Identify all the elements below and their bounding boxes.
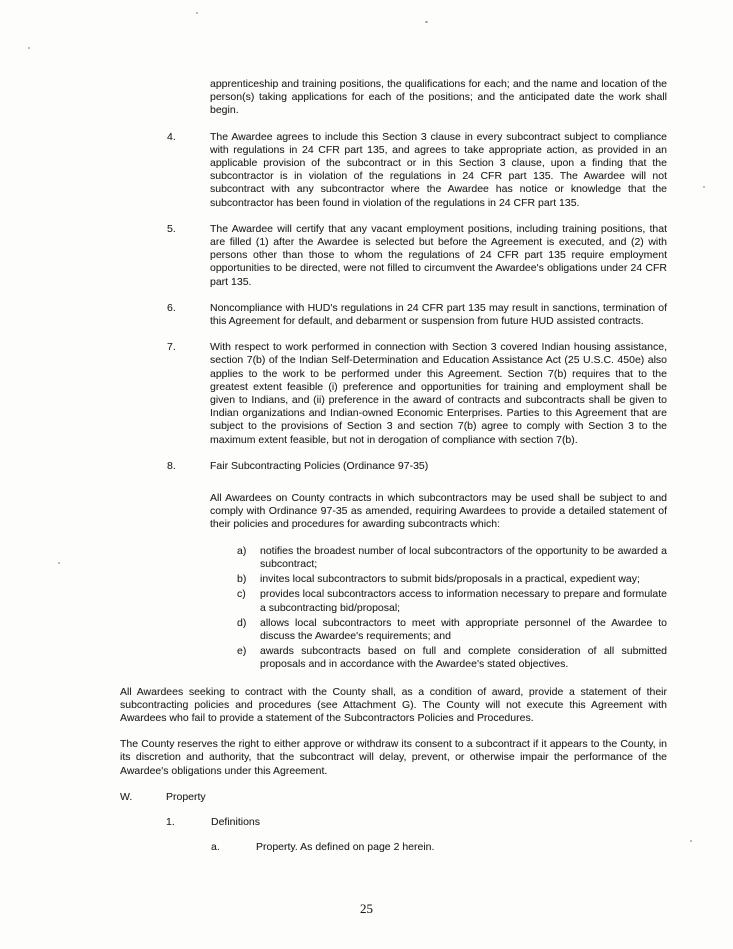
- item-heading: Fair Subcontracting Policies (Ordinance 97-35): [210, 459, 429, 472]
- page-number: 25: [360, 900, 373, 916]
- document-body: [120, 78, 667, 866]
- sublist-text: notifies the broadest number of local subcontractors of the opportunity to be awarded a subcontract;: [260, 544, 667, 570]
- subsection-title: Definitions: [211, 815, 261, 828]
- section-w-sub1-row: [166, 816, 667, 829]
- item-number: 5.: [167, 222, 176, 235]
- scan-artifact: [703, 186, 705, 188]
- subsubsection-text: Property. As defined on page 2 herein.: [256, 841, 435, 854]
- sublist-item-d: [237, 617, 667, 643]
- item-text: With respect to work performed in connection with Section 3 covered Indian housing assistance, section 7(b) of the Indian Self-Determination and Education Assistance Act (25 U.S.C. 450e) also applies to the work to be performed under this Agreement. Section 7(b) requires that to the greatest extent feasible (i) preference and opportunities for training and employment shall be given to Indians, and (ii) preference in the award of contracts and subcontracts shall be given to Indian organizations and Indian-owned Economic Enterprises. Parties to this Agreement that are subject to the provisions of Section 3 and section 7(b) agree to comply with Section 3 to the maximum extent feasible, but not in derogation of compliance with section 7(b).: [210, 341, 667, 446]
- scan-artifact: [196, 12, 198, 14]
- sublist-item-b: [237, 573, 667, 586]
- item-number: 8.: [167, 459, 176, 472]
- list-item-4: [167, 131, 667, 210]
- sublist-letter: b): [237, 573, 247, 586]
- sublist-text: provides local subcontractors access to information necessary to prepare and formulate a subcontracting bid/proposal;: [260, 588, 667, 614]
- list-item-5: [167, 223, 667, 289]
- sublist-text: awards subcontracts based on full and complete consideration of all submitted proposals and in accordance with the Awardee's stated objectives.: [260, 645, 667, 671]
- scan-artifact: [690, 840, 692, 842]
- item-number: 6.: [167, 301, 176, 314]
- item-number: 7.: [167, 341, 176, 354]
- list-item-8: [167, 460, 667, 473]
- item-text: The Awardee agrees to include this Section 3 clause in every subcontract subject to compliance with regulations in 24 CFR part 135, and agrees to take appropriate action, as provided in an applicable provision of the subcontract or in this Section 3 clause, upon a finding that the subcontractor is in violation of the regulations in 24 CFR part 135. The Awardee will not subcontract with any subcontractor where the Awardee has notice or knowledge that the subcontractor has been found in violation of the regulations in 24 CFR part 135.: [210, 130, 667, 209]
- scan-artifact: [58, 562, 60, 564]
- scan-artifact: [28, 47, 30, 49]
- item8-sublist: [120, 545, 667, 672]
- item-number: 4.: [167, 130, 176, 143]
- subsection-number: 1.: [166, 815, 175, 828]
- item-text: The Awardee will certify that any vacant employment positions, including training positions, that are filled (1) after the Awardee is selected but before the Agreement is executed, and (2) with persons other than those to whom the regulations of 24 CFR part 135 require employment opportunities to be directed, were not filled to circumvent the Awardee's obligations under 24 CFR part 135.: [210, 222, 667, 288]
- sublist-text: allows local subcontractors to meet with appropriate personnel of the Awardee to discuss the Awardee's requirements; and: [260, 616, 667, 642]
- section-title: Property: [166, 790, 206, 803]
- intro-continuation-paragraph: apprenticeship and training positions, the qualifications for each; and the name and location of the person(s) taking applications for each of the positions; and the anticipated date the work shall begin.: [210, 78, 667, 117]
- list-item-7: [167, 341, 667, 447]
- list-item-6: [167, 302, 667, 328]
- sublist-letter: a): [237, 544, 247, 557]
- scan-artifact: [425, 21, 428, 23]
- sublist-letter: d): [237, 616, 247, 629]
- closing-paragraph-1: All Awardees seeking to contract with the County shall, as a condition of award, provide a statement of their subcontracting policies and procedures (see Attachment G). The County will not execute this Agreement with Awardees who fail to provide a statement of the Subcontractors Policies and Procedures.: [120, 685, 667, 724]
- section-letter: W.: [120, 790, 133, 803]
- sublist-letter: e): [237, 645, 247, 658]
- sublist-letter: c): [237, 588, 246, 601]
- subsubsection-letter: a.: [211, 841, 220, 854]
- sublist-text: invites local subcontractors to submit bids/proposals in a practical, expedient way;: [260, 573, 640, 586]
- item8-paragraph: All Awardees on County contracts in which subcontractors may be used shall be subject to and comply with Ordinance 97-35 as amended, requiring Awardees to provide a detailed statement of their policies and procedures for awarding subcontracts which:: [210, 492, 667, 531]
- sublist-item-c: [237, 588, 667, 614]
- sublist-item-a: [237, 545, 667, 571]
- closing-paragraph-2: The County reserves the right to either approve or withdraw its consent to a subcontract if it appears to the County, in its discretion and authority, that the subcontract will delay, prevent, or otherwise impair the performance of the Awardee's obligations under this Agreement.: [120, 738, 667, 777]
- item-text: Noncompliance with HUD's regulations in 24 CFR part 135 may result in sanctions, termination of this Agreement for default, and debarment or suspension from future HUD assisted contracts.: [210, 301, 667, 328]
- section-w-sub1a-row: [211, 841, 667, 854]
- section-w-row: [120, 791, 667, 804]
- sublist-item-e: [237, 645, 667, 671]
